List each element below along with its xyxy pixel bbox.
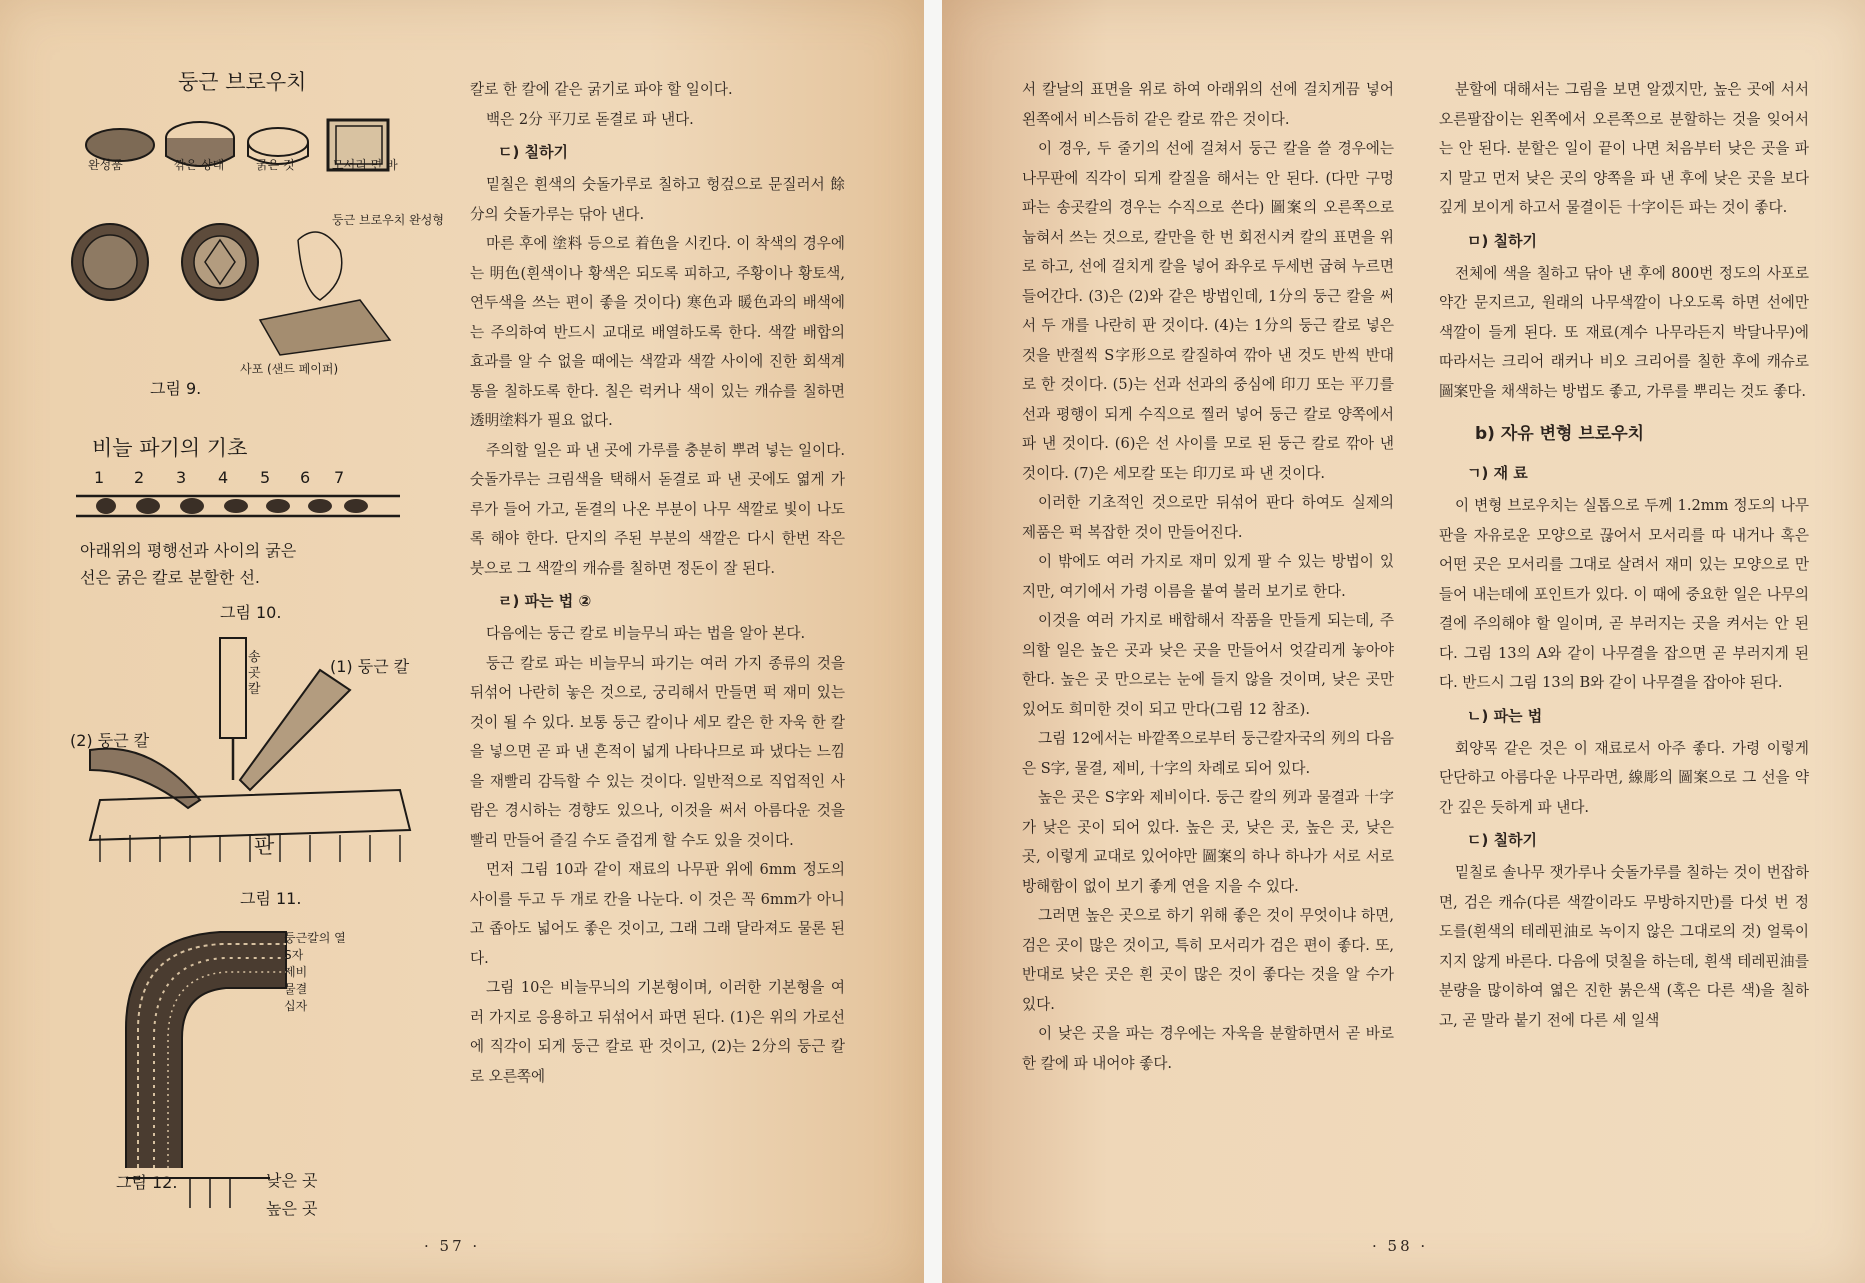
figure12-caption: 그림 12. [116, 1173, 178, 1192]
section-heading: ㄹ) 파는 법 ② [498, 592, 592, 610]
section-heading: ㄱ) 재 료 [1467, 464, 1528, 482]
figure11-board-label: 판 [254, 834, 275, 858]
figure10-number: 3 [176, 468, 187, 487]
body-paragraph: 둥근 칼로 파는 비늘무늬 파기는 여러 가지 종류의 것을 뒤섞어 나란히 놓은 것으로, 궁리해서 만들면 퍽 재미 있는 것이 될 수 있다. 보통 둥근 칼이나 세모 칼은 한 자욱 한 칼을 넣으면 곧 파 낸 흔적이 넓게 나타나므로 파 냈다는 느낌을 재빨리 감득할 수 있는 것이다. 일반적으로 직업적인 사람은 경시하는 경향도 있으나, 이것을 써서 아름다운 것을 빨리 만들어 즐길 수도 즐겁게 할 수도 있을 것이다. [470, 654, 845, 849]
figure11-caption: 그림 11. [240, 889, 302, 908]
section-heading: ㄷ) 칠하기 [498, 143, 569, 161]
figure10-caption: 그림 10. [220, 603, 282, 622]
body-paragraph: 주의할 일은 파 낸 곳에 가루를 충분히 뿌려 넣는 일이다. 숫돌가루는 크림색을 택해서 돋결로 파 낸 곳에도 엷게 가루가 들어 가고, 돋결의 나온 부분이 나무 색깔로 빛이 나도록 해야 한다. 단지의 주된 부분의 색깔은 다시 한번 작은 붓으로 그 색깔의 캐슈를 칠하면 정돈이 잘 된다. [470, 441, 845, 577]
figure10-number: 4 [218, 468, 229, 487]
body-paragraph: 그림 10은 비늘무늬의 기본형이며, 이러한 기본형을 여러 가지로 응용하고 뒤섞어서 파면 된다. (1)은 위의 가로선에 직각이 되게 둥근 칼로 판 것이고, (2)는 2分의 둥근 칼로 오른쪽에 [470, 979, 845, 1085]
body-paragraph: 마른 후에 塗料 등으로 着色을 시킨다. 이 착색의 경우에는 明色(흰색이나 황색은 되도록 피하고, 주황이나 황토색, 연두색을 쓰는 편이 좋을 것이다) 寒色과 暖色과의 배색에는 주의하여 반드시 교대로 배열하도록 한다. 색깔 배합의 효과를 알 수 없을 때에는 색깔과 색깔 사이에 진한 회색계통을 칠하도록 한다. 칠은 럭커나 색이 있는 캐슈를 칠하면 透明塗料가 필요 없다. [470, 235, 845, 429]
body-paragraph: 높은 곳은 S字와 제비이다. 둥근 칼의 列과 물결과 十字가 낮은 곳이 되어 있다. 높은 곳, 낮은 곳, 높은 곳, 낮은 곳, 이렇게 교대로 있어야만 圖案의 하나 하나가 서로 서로 방해함이 없이 보기 좋게 연을 지을 수 있다. [1022, 789, 1394, 895]
figure11-label-left: (2) 둥근 칼 [70, 731, 150, 750]
body-paragraph: 다음에는 둥근 칼로 비늘무늬 파는 법을 알아 본다. [486, 625, 806, 642]
figure10-numbers [94, 468, 354, 488]
figure10-title: 비늘 파기의 기초 [92, 436, 248, 460]
figure10-number: 2 [134, 468, 145, 487]
body-paragraph: 백은 2分 平刀로 돋결로 파 낸다. [486, 110, 694, 128]
right-text-column-2 [1439, 75, 1809, 1035]
figure9-side-label: 둥근 브로우치 완성형 [332, 213, 444, 227]
figure12-high-label: 높은 곳 [266, 1199, 318, 1218]
right-text-column-1 [1022, 75, 1394, 1078]
book-gutter [924, 0, 942, 1283]
body-paragraph: 이 경우, 두 줄기의 선에 걸쳐서 둥근 칼을 쓸 경우에는 나무판에 직각이 되게 칼질을 해서는 안 된다. (다만 구멍 파는 송곳칼의 경우는 수직으로 쓴다) 圖案의 오른쪽으로 눕혀서 쓰는 것으로, 칼만을 한 번 회전시켜 칼의 표면을 위로 하고, 선에 걸치게 칼을 넣어 좌우로 두세번 굽혀 누르면 들어간다. (3)은 (2)와 같은 방법인데, 1分의 둥근 칼을 써서 두 개를 나란히 판 것이다. (4)는 1分의 둥근 칼로 넣은 것을 반절씩 S字形으로 칼질하여 깎아 낸 것도 반씩 반대로 한 것이다. (5)는 선과 선과의 중심에 印刀 또는 平刀를 선과 평행이 되게 수직으로 찔러 넣어 둥근 칼로 양쪽에서 파 낸 것이다. (6)은 선 사이를 모로 된 둥근 칼로 깎아 낸 것이다. (7)은 세모칼 또는 印刀로 파 낸 것이다. [1022, 140, 1394, 482]
figure9-label-3: 굵은 것 [256, 158, 295, 172]
body-paragraph: 분할에 대해서는 그림을 보면 알겠지만, 높은 곳에 서서 오른팔잡이는 왼쪽에서 오른쪽으로 분할하는 것을 잊어서는 안 된다. 분할은 일이 끝이 나면 처음부터 낮은 곳을 파지 말고 먼저 낮은 곳의 양쪽을 파 낸 후에 낮은 곳을 보다 깊게 보이게 하고서 물결이든 十字이든 파는 것이 좋다. [1439, 81, 1809, 216]
body-paragraph: 그림 12에서는 바깥쪽으로부터 둥근칼자국의 列의 다음은 S字, 물결, 제비, 十字의 차례로 되어 있다. [1022, 730, 1394, 777]
figure9-title: 둥근 브로우치 [178, 70, 307, 94]
page-number-58: · 58 · [1372, 1237, 1429, 1255]
left-page [0, 0, 924, 1283]
body-paragraph: 이러한 기초적인 것으로만 뒤섞어 판다 하여도 실제의 제품은 퍽 복잡한 것이 만들어진다. [1022, 494, 1394, 541]
figure11-label-right: (1) 둥근 칼 [330, 657, 410, 676]
figure12-label: 십자 [284, 999, 308, 1013]
page-number-57: · 57 · [424, 1237, 481, 1255]
figure12-labels [284, 930, 346, 1015]
left-text-column [470, 75, 845, 1091]
body-paragraph: 밑칠로 솔나무 잿가루나 숫돌가루를 칠하는 것이 번잡하면, 검은 캐슈(다른 색깔이라도 무방하지만)를 다섯 번 정도를(흰색의 테레핀油로 녹이지 않은 그대로의 것) 얼룩이 지지 않게 바른다. 다음에 덧칠을 하는데, 흰색 테레핀油를 분량을 많이하여 엷은 진한 붉은색 (혹은 다른 색)을 칠하고, 곧 말라 붙기 전에 다른 세 일색 [1439, 864, 1809, 1029]
figure9-label-2: 깎은 상태 [174, 158, 225, 172]
body-paragraph: 이 밖에도 여러 가지로 재미 있게 팔 수 있는 방법이 있지만, 여기에서 가령 이름을 붙여 불러 보기로 한다. [1022, 553, 1394, 600]
body-paragraph: 회양목 같은 것은 이 재료로서 아주 좋다. 가령 이렇게 단단하고 아름다운 나무라면, 線彫의 圖案으로 그 선을 약간 깊은 듯하게 파 낸다. [1439, 739, 1809, 816]
figure10-number: 6 [300, 468, 311, 487]
figure12-label: 물결 [284, 982, 308, 996]
figure9-caption: 그림 9. [150, 379, 202, 398]
figure11-label-top: 송곳칼 [248, 650, 261, 697]
figure9-label-4: 모서리 면 바 [332, 158, 398, 172]
figure9-sandpaper-label: 사포 (샌드 페이퍼) [240, 362, 339, 376]
figure10-scale-pattern [70, 488, 410, 524]
body-paragraph: 이 낮은 곳을 파는 경우에는 자욱을 분할하면서 곧 바로 한 칼에 파 내어야 좋다. [1022, 1025, 1394, 1072]
body-paragraph: 밑칠은 흰색의 숫돌가루로 칠하고 헝겊으로 문질러서 餘分의 숫돌가루는 닦아 낸다. [470, 176, 845, 223]
figure9-label-1: 완성품 [88, 158, 123, 172]
section-heading: ㄷ) 칠하기 [1467, 831, 1538, 849]
section-heading: ㅁ) 칠하기 [1467, 231, 1538, 250]
figure10-number: 1 [94, 468, 105, 487]
figure12-label: 제비 [284, 965, 308, 979]
body-paragraph: 먼저 그림 10과 같이 재료의 나무판 위에 6mm 정도의 사이를 두고 두 개로 칸을 나눈다. 이 것은 꼭 6mm가 아니고 좁아도 넓어도 좋은 것이고, 그래 그래 달라져도 물론 된다. [470, 861, 845, 967]
major-heading: b) 자유 변형 브로우치 [1475, 424, 1645, 444]
figure10-number: 7 [334, 468, 345, 487]
body-paragraph: 전체에 색을 칠하고 닦아 낸 후에 800번 정도의 사포로 약간 문지르고, 원래의 나무색깔이 나오도록 하면 선에만 색깔이 들게 된다. 또 재료(계수 나무라든지 박달나무)에 따라서는 크리어 래커나 비오 크리어를 칠한 후에 캐슈로 圖案만을 채색하는 방법도 좋고, 가루를 뿌리는 것도 좋다. [1439, 264, 1809, 400]
body-paragraph: 이 변형 브로우치는 실톱으로 두께 1.2mm 정도의 나무판을 자유로운 모양으로 끊어서 모서리를 따 내거나 혹은 어떤 곳은 모서리를 그대로 살려서 재미 있는 모양으로 만들어 내는데에 포인트가 있다. 이 때에 중요한 일은 나무의 결에 주의해야 할 일이며, 곧 부러지는 곳을 켜서는 안 된다. 그림 13의 A와 같이 나무결을 잡으면 곧 부러지게 된다. 반드시 그림 13의 B와 같이 나무결을 잡아야 된다. [1439, 497, 1809, 691]
section-heading: ㄴ) 파는 법 [1467, 706, 1543, 725]
body-paragraph: 그러면 높은 곳으로 하기 위해 좋은 것이 무엇이냐 하면, 검은 곳이 많은 것이고, 특히 모서리가 검은 편이 좋다. 또, 반대로 낮은 곳은 흰 곳이 많은 것이 좋다는 것을 알 수가 있다. [1022, 907, 1394, 1013]
body-paragraph: 이것을 여러 가지로 배합해서 작품을 만들게 되는데, 주의할 일은 높은 곳과 낮은 곳을 만들어서 엇갈리게 놓아야 한다. 높은 곳 만으로는 눈에 들지 않을 것이며, 낮은 곳만 있어도 희미한 것이 되고 만다(그림 12 참조). [1022, 612, 1394, 718]
body-paragraph: 칼로 한 칼에 같은 굵기로 파야 할 일이다. [470, 81, 733, 98]
right-page [942, 0, 1865, 1283]
figure12-low-label: 낮은 곳 [266, 1171, 318, 1190]
figure12-label: 둥근칼의 열 [284, 931, 346, 945]
figure10-number: 5 [260, 468, 271, 487]
figure10-desc-line1: 아래위의 평행선과 사이의 굵은 [80, 541, 297, 560]
illustration-column [70, 60, 444, 1220]
figure12-label: S자 [284, 948, 304, 962]
body-paragraph: 서 칼날의 표면을 위로 하여 아래위의 선에 걸치게끔 넣어 왼쪽에서 비스듬히 같은 칼로 깎은 것이다. [1022, 81, 1394, 128]
figure10-desc-line2: 선은 굵은 칼로 분할한 선. [80, 568, 260, 587]
